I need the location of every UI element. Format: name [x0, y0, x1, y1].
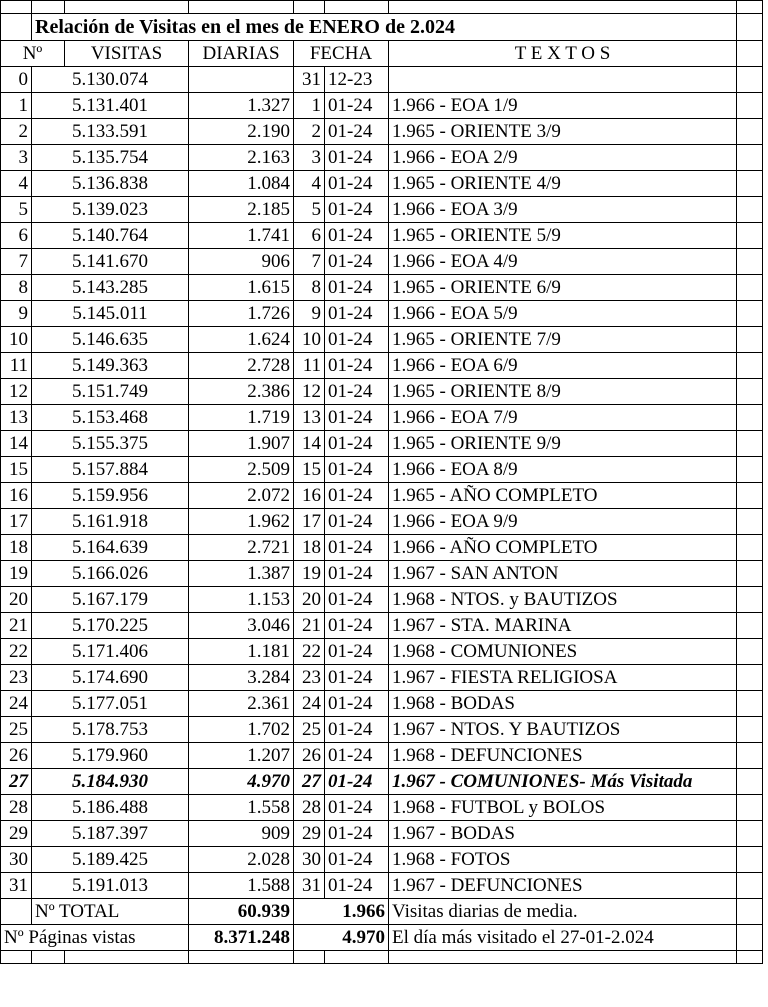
max-text: El día más visitado el 27-01-2.024 — [389, 925, 737, 951]
date-month: 01-24 — [325, 509, 389, 535]
date-month: 01-24 — [325, 223, 389, 249]
row-text: 1.966 - AÑO COMPLETO — [389, 535, 737, 561]
row-text: 1.968 - COMUNIONES — [389, 639, 737, 665]
date-day: 21 — [294, 613, 325, 639]
visits-total: 5.141.670 — [32, 249, 189, 275]
date-day: 25 — [294, 717, 325, 743]
date-month: 01-24 — [325, 249, 389, 275]
blank-row-top — [1, 1, 763, 14]
row-text: 1.968 - NTOS. y BAUTIZOS — [389, 587, 737, 613]
daily-visits: 2.386 — [189, 379, 294, 405]
daily-visits: 2.190 — [189, 119, 294, 145]
visits-total: 5.186.488 — [32, 795, 189, 821]
date-day: 14 — [294, 431, 325, 457]
table-row — [1, 275, 763, 301]
daily-visits: 2.028 — [189, 847, 294, 873]
row-text: 1.965 - AÑO COMPLETO — [389, 483, 737, 509]
date-month: 01-24 — [325, 353, 389, 379]
date-day: 13 — [294, 405, 325, 431]
table-row — [1, 873, 763, 899]
row-number: 9 — [1, 301, 32, 327]
table-row — [1, 327, 763, 353]
daily-visits — [189, 67, 294, 93]
table-row — [1, 821, 763, 847]
daily-visits: 1.588 — [189, 873, 294, 899]
daily-visits: 2.509 — [189, 457, 294, 483]
table-row — [1, 743, 763, 769]
visits-total: 5.171.406 — [32, 639, 189, 665]
daily-visits: 1.207 — [189, 743, 294, 769]
visits-total: 5.145.011 — [32, 301, 189, 327]
date-day: 18 — [294, 535, 325, 561]
row-number: 21 — [1, 613, 32, 639]
row-text: 1.966 - EOA 3/9 — [389, 197, 737, 223]
pages-label: Nº Páginas vistas — [1, 925, 189, 951]
table-row — [1, 769, 763, 795]
row-number: 19 — [1, 561, 32, 587]
date-month: 01-24 — [325, 717, 389, 743]
date-day: 31 — [294, 873, 325, 899]
daily-visits: 1.181 — [189, 639, 294, 665]
row-number: 7 — [1, 249, 32, 275]
row-number: 25 — [1, 717, 32, 743]
daily-visits: 1.153 — [189, 587, 294, 613]
title-row — [1, 14, 763, 41]
visits-total: 5.166.026 — [32, 561, 189, 587]
date-day: 2 — [294, 119, 325, 145]
visits-total: 5.155.375 — [32, 431, 189, 457]
table-row — [1, 171, 763, 197]
daily-visits: 1.084 — [189, 171, 294, 197]
date-day: 31 — [294, 67, 325, 93]
date-day: 27 — [294, 769, 325, 795]
date-day: 4 — [294, 171, 325, 197]
daily-visits: 1.702 — [189, 717, 294, 743]
row-number: 3 — [1, 145, 32, 171]
visits-total: 5.135.754 — [32, 145, 189, 171]
row-number: 28 — [1, 795, 32, 821]
blank-row-bottom — [1, 951, 763, 964]
table-row — [1, 249, 763, 275]
visits-total: 5.191.013 — [32, 873, 189, 899]
date-day: 9 — [294, 301, 325, 327]
table-row — [1, 483, 763, 509]
table-row — [1, 535, 763, 561]
date-month: 01-24 — [325, 93, 389, 119]
table-row — [1, 847, 763, 873]
date-month: 01-24 — [325, 639, 389, 665]
table-row — [1, 587, 763, 613]
date-day: 29 — [294, 821, 325, 847]
row-text: 1.968 - FUTBOL y BOLOS — [389, 795, 737, 821]
date-day: 7 — [294, 249, 325, 275]
daily-visits: 1.962 — [189, 509, 294, 535]
daily-visits: 3.046 — [189, 613, 294, 639]
date-month: 01-24 — [325, 119, 389, 145]
date-month: 01-24 — [325, 197, 389, 223]
pages-value: 8.371.248 — [189, 925, 294, 951]
date-month: 01-24 — [325, 821, 389, 847]
date-month: 01-24 — [325, 457, 389, 483]
date-month: 01-24 — [325, 535, 389, 561]
daily-visits: 1.726 — [189, 301, 294, 327]
row-number: 17 — [1, 509, 32, 535]
page-title: Relación de Visitas en el mes de ENERO de 2.024 — [32, 14, 737, 41]
date-month: 01-24 — [325, 327, 389, 353]
daily-visits: 1.624 — [189, 327, 294, 353]
row-text: 1.967 - BODAS — [389, 821, 737, 847]
table-row — [1, 301, 763, 327]
daily-visits: 2.185 — [189, 197, 294, 223]
daily-visits: 1.558 — [189, 795, 294, 821]
row-number: 12 — [1, 379, 32, 405]
visits-total: 5.151.749 — [32, 379, 189, 405]
row-number: 1 — [1, 93, 32, 119]
row-number: 31 — [1, 873, 32, 899]
table-row — [1, 639, 763, 665]
total-value: 60.939 — [189, 899, 294, 925]
row-number: 23 — [1, 665, 32, 691]
visits-total: 5.143.285 — [32, 275, 189, 301]
daily-visits: 2.728 — [189, 353, 294, 379]
row-text: 1.968 - FOTOS — [389, 847, 737, 873]
daily-visits: 1.719 — [189, 405, 294, 431]
visits-total: 5.187.397 — [32, 821, 189, 847]
daily-visits: 906 — [189, 249, 294, 275]
date-day: 26 — [294, 743, 325, 769]
row-text: 1.966 - EOA 9/9 — [389, 509, 737, 535]
row-text: 1.967 - DEFUNCIONES — [389, 873, 737, 899]
row-number: 29 — [1, 821, 32, 847]
average-text: Visitas diarias de media. — [389, 899, 737, 925]
daily-visits: 2.361 — [189, 691, 294, 717]
date-month: 01-24 — [325, 795, 389, 821]
visits-total: 5.179.960 — [32, 743, 189, 769]
row-number: 18 — [1, 535, 32, 561]
table-row — [1, 119, 763, 145]
row-text: 1.966 - EOA 1/9 — [389, 93, 737, 119]
row-text: 1.966 - EOA 8/9 — [389, 457, 737, 483]
date-month: 01-24 — [325, 613, 389, 639]
date-day: 3 — [294, 145, 325, 171]
header-diarias: DIARIAS — [189, 41, 294, 67]
row-text: 1.968 - BODAS — [389, 691, 737, 717]
date-day: 22 — [294, 639, 325, 665]
date-month: 01-24 — [325, 561, 389, 587]
row-text: 1.968 - DEFUNCIONES — [389, 743, 737, 769]
row-number: 14 — [1, 431, 32, 457]
daily-visits: 3.284 — [189, 665, 294, 691]
row-number: 30 — [1, 847, 32, 873]
date-month: 01-24 — [325, 171, 389, 197]
row-text: 1.966 - EOA 6/9 — [389, 353, 737, 379]
date-month: 01-24 — [325, 301, 389, 327]
table-row — [1, 717, 763, 743]
date-day: 24 — [294, 691, 325, 717]
visits-total: 5.157.884 — [32, 457, 189, 483]
table-row — [1, 379, 763, 405]
daily-visits: 2.163 — [189, 145, 294, 171]
date-month: 01-24 — [325, 769, 389, 795]
date-day: 30 — [294, 847, 325, 873]
daily-visits: 2.721 — [189, 535, 294, 561]
row-text: 1.965 - ORIENTE 3/9 — [389, 119, 737, 145]
row-number: 8 — [1, 275, 32, 301]
daily-visits: 1.327 — [189, 93, 294, 119]
row-number: 13 — [1, 405, 32, 431]
date-day: 8 — [294, 275, 325, 301]
row-text: 1.965 - ORIENTE 5/9 — [389, 223, 737, 249]
table-row — [1, 795, 763, 821]
row-text: 1.966 - EOA 7/9 — [389, 405, 737, 431]
date-day: 5 — [294, 197, 325, 223]
row-text: 1.965 - ORIENTE 8/9 — [389, 379, 737, 405]
date-month: 01-24 — [325, 691, 389, 717]
row-number: 4 — [1, 171, 32, 197]
visits-total: 5.133.591 — [32, 119, 189, 145]
date-day: 11 — [294, 353, 325, 379]
date-month: 01-24 — [325, 405, 389, 431]
row-text: 1.967 - SAN ANTON — [389, 561, 737, 587]
row-text: 1.967 - NTOS. Y BAUTIZOS — [389, 717, 737, 743]
visits-total: 5.164.639 — [32, 535, 189, 561]
table-row — [1, 405, 763, 431]
date-month: 01-24 — [325, 743, 389, 769]
visits-total: 5.189.425 — [32, 847, 189, 873]
table-row — [1, 691, 763, 717]
row-number: 24 — [1, 691, 32, 717]
row-number: 0 — [1, 67, 32, 93]
row-number: 10 — [1, 327, 32, 353]
row-text: 1.965 - ORIENTE 7/9 — [389, 327, 737, 353]
row-text: 1.967 - FIESTA RELIGIOSA — [389, 665, 737, 691]
summary-pages-row — [1, 925, 763, 951]
date-day: 1 — [294, 93, 325, 119]
daily-visits: 1.615 — [189, 275, 294, 301]
visits-total: 5.139.023 — [32, 197, 189, 223]
daily-visits: 2.072 — [189, 483, 294, 509]
daily-visits: 1.741 — [189, 223, 294, 249]
row-number: 2 — [1, 119, 32, 145]
row-number: 20 — [1, 587, 32, 613]
date-month: 01-24 — [325, 145, 389, 171]
row-text: 1.966 - EOA 5/9 — [389, 301, 737, 327]
row-number: 26 — [1, 743, 32, 769]
table-row — [1, 509, 763, 535]
table-row — [1, 561, 763, 587]
table-row — [1, 457, 763, 483]
date-month: 01-24 — [325, 873, 389, 899]
table-row — [1, 223, 763, 249]
visits-total: 5.153.468 — [32, 405, 189, 431]
visits-total: 5.184.930 — [32, 769, 189, 795]
daily-visits: 1.907 — [189, 431, 294, 457]
visits-total: 5.174.690 — [32, 665, 189, 691]
date-month: 01-24 — [325, 379, 389, 405]
header-textos: T E X T O S — [389, 41, 737, 67]
summary-total-row — [1, 899, 763, 925]
table-row — [1, 613, 763, 639]
date-month: 01-24 — [325, 275, 389, 301]
row-text: 1.966 - EOA 4/9 — [389, 249, 737, 275]
date-day: 23 — [294, 665, 325, 691]
max-value: 4.970 — [294, 925, 389, 951]
date-month: 01-24 — [325, 431, 389, 457]
visits-total: 5.131.401 — [32, 93, 189, 119]
visits-total: 5.170.225 — [32, 613, 189, 639]
row-text: 1.965 - ORIENTE 4/9 — [389, 171, 737, 197]
row-number: 22 — [1, 639, 32, 665]
header-fecha: FECHA — [294, 41, 389, 67]
row-text: 1.965 - ORIENTE 9/9 — [389, 431, 737, 457]
table-row — [1, 431, 763, 457]
row-number: 15 — [1, 457, 32, 483]
date-day: 17 — [294, 509, 325, 535]
visits-total: 5.161.918 — [32, 509, 189, 535]
table-row — [1, 67, 763, 93]
date-month: 01-24 — [325, 587, 389, 613]
date-month: 01-24 — [325, 483, 389, 509]
date-day: 12 — [294, 379, 325, 405]
visits-total: 5.130.074 — [32, 67, 189, 93]
date-day: 10 — [294, 327, 325, 353]
average-value: 1.966 — [294, 899, 389, 925]
table-row — [1, 93, 763, 119]
visits-total: 5.146.635 — [32, 327, 189, 353]
date-day: 28 — [294, 795, 325, 821]
visits-total: 5.167.179 — [32, 587, 189, 613]
total-label: Nº TOTAL — [32, 899, 189, 925]
visits-total: 5.159.956 — [32, 483, 189, 509]
daily-visits: 4.970 — [189, 769, 294, 795]
header-row — [1, 41, 763, 67]
row-text: 1.967 - COMUNIONES- Más Visitada — [389, 769, 737, 795]
visits-total: 5.136.838 — [32, 171, 189, 197]
table-row — [1, 353, 763, 379]
table-row — [1, 197, 763, 223]
row-number: 6 — [1, 223, 32, 249]
visits-total: 5.140.764 — [32, 223, 189, 249]
row-number: 27 — [1, 769, 32, 795]
visits-total: 5.149.363 — [32, 353, 189, 379]
row-text: 1.967 - STA. MARINA — [389, 613, 737, 639]
row-text: 1.965 - ORIENTE 6/9 — [389, 275, 737, 301]
visits-total: 5.177.051 — [32, 691, 189, 717]
date-day: 6 — [294, 223, 325, 249]
date-day: 16 — [294, 483, 325, 509]
row-text — [389, 67, 737, 93]
visits-total: 5.178.753 — [32, 717, 189, 743]
date-day: 20 — [294, 587, 325, 613]
date-day: 19 — [294, 561, 325, 587]
date-month: 12-23 — [325, 67, 389, 93]
row-text: 1.966 - EOA 2/9 — [389, 145, 737, 171]
row-number: 16 — [1, 483, 32, 509]
row-number: 5 — [1, 197, 32, 223]
header-visitas: VISITAS — [65, 41, 189, 67]
table-row — [1, 665, 763, 691]
date-day: 15 — [294, 457, 325, 483]
date-month: 01-24 — [325, 847, 389, 873]
row-number: 11 — [1, 353, 32, 379]
daily-visits: 1.387 — [189, 561, 294, 587]
date-month: 01-24 — [325, 665, 389, 691]
header-num: Nº — [1, 41, 65, 67]
table-row — [1, 145, 763, 171]
daily-visits: 909 — [189, 821, 294, 847]
